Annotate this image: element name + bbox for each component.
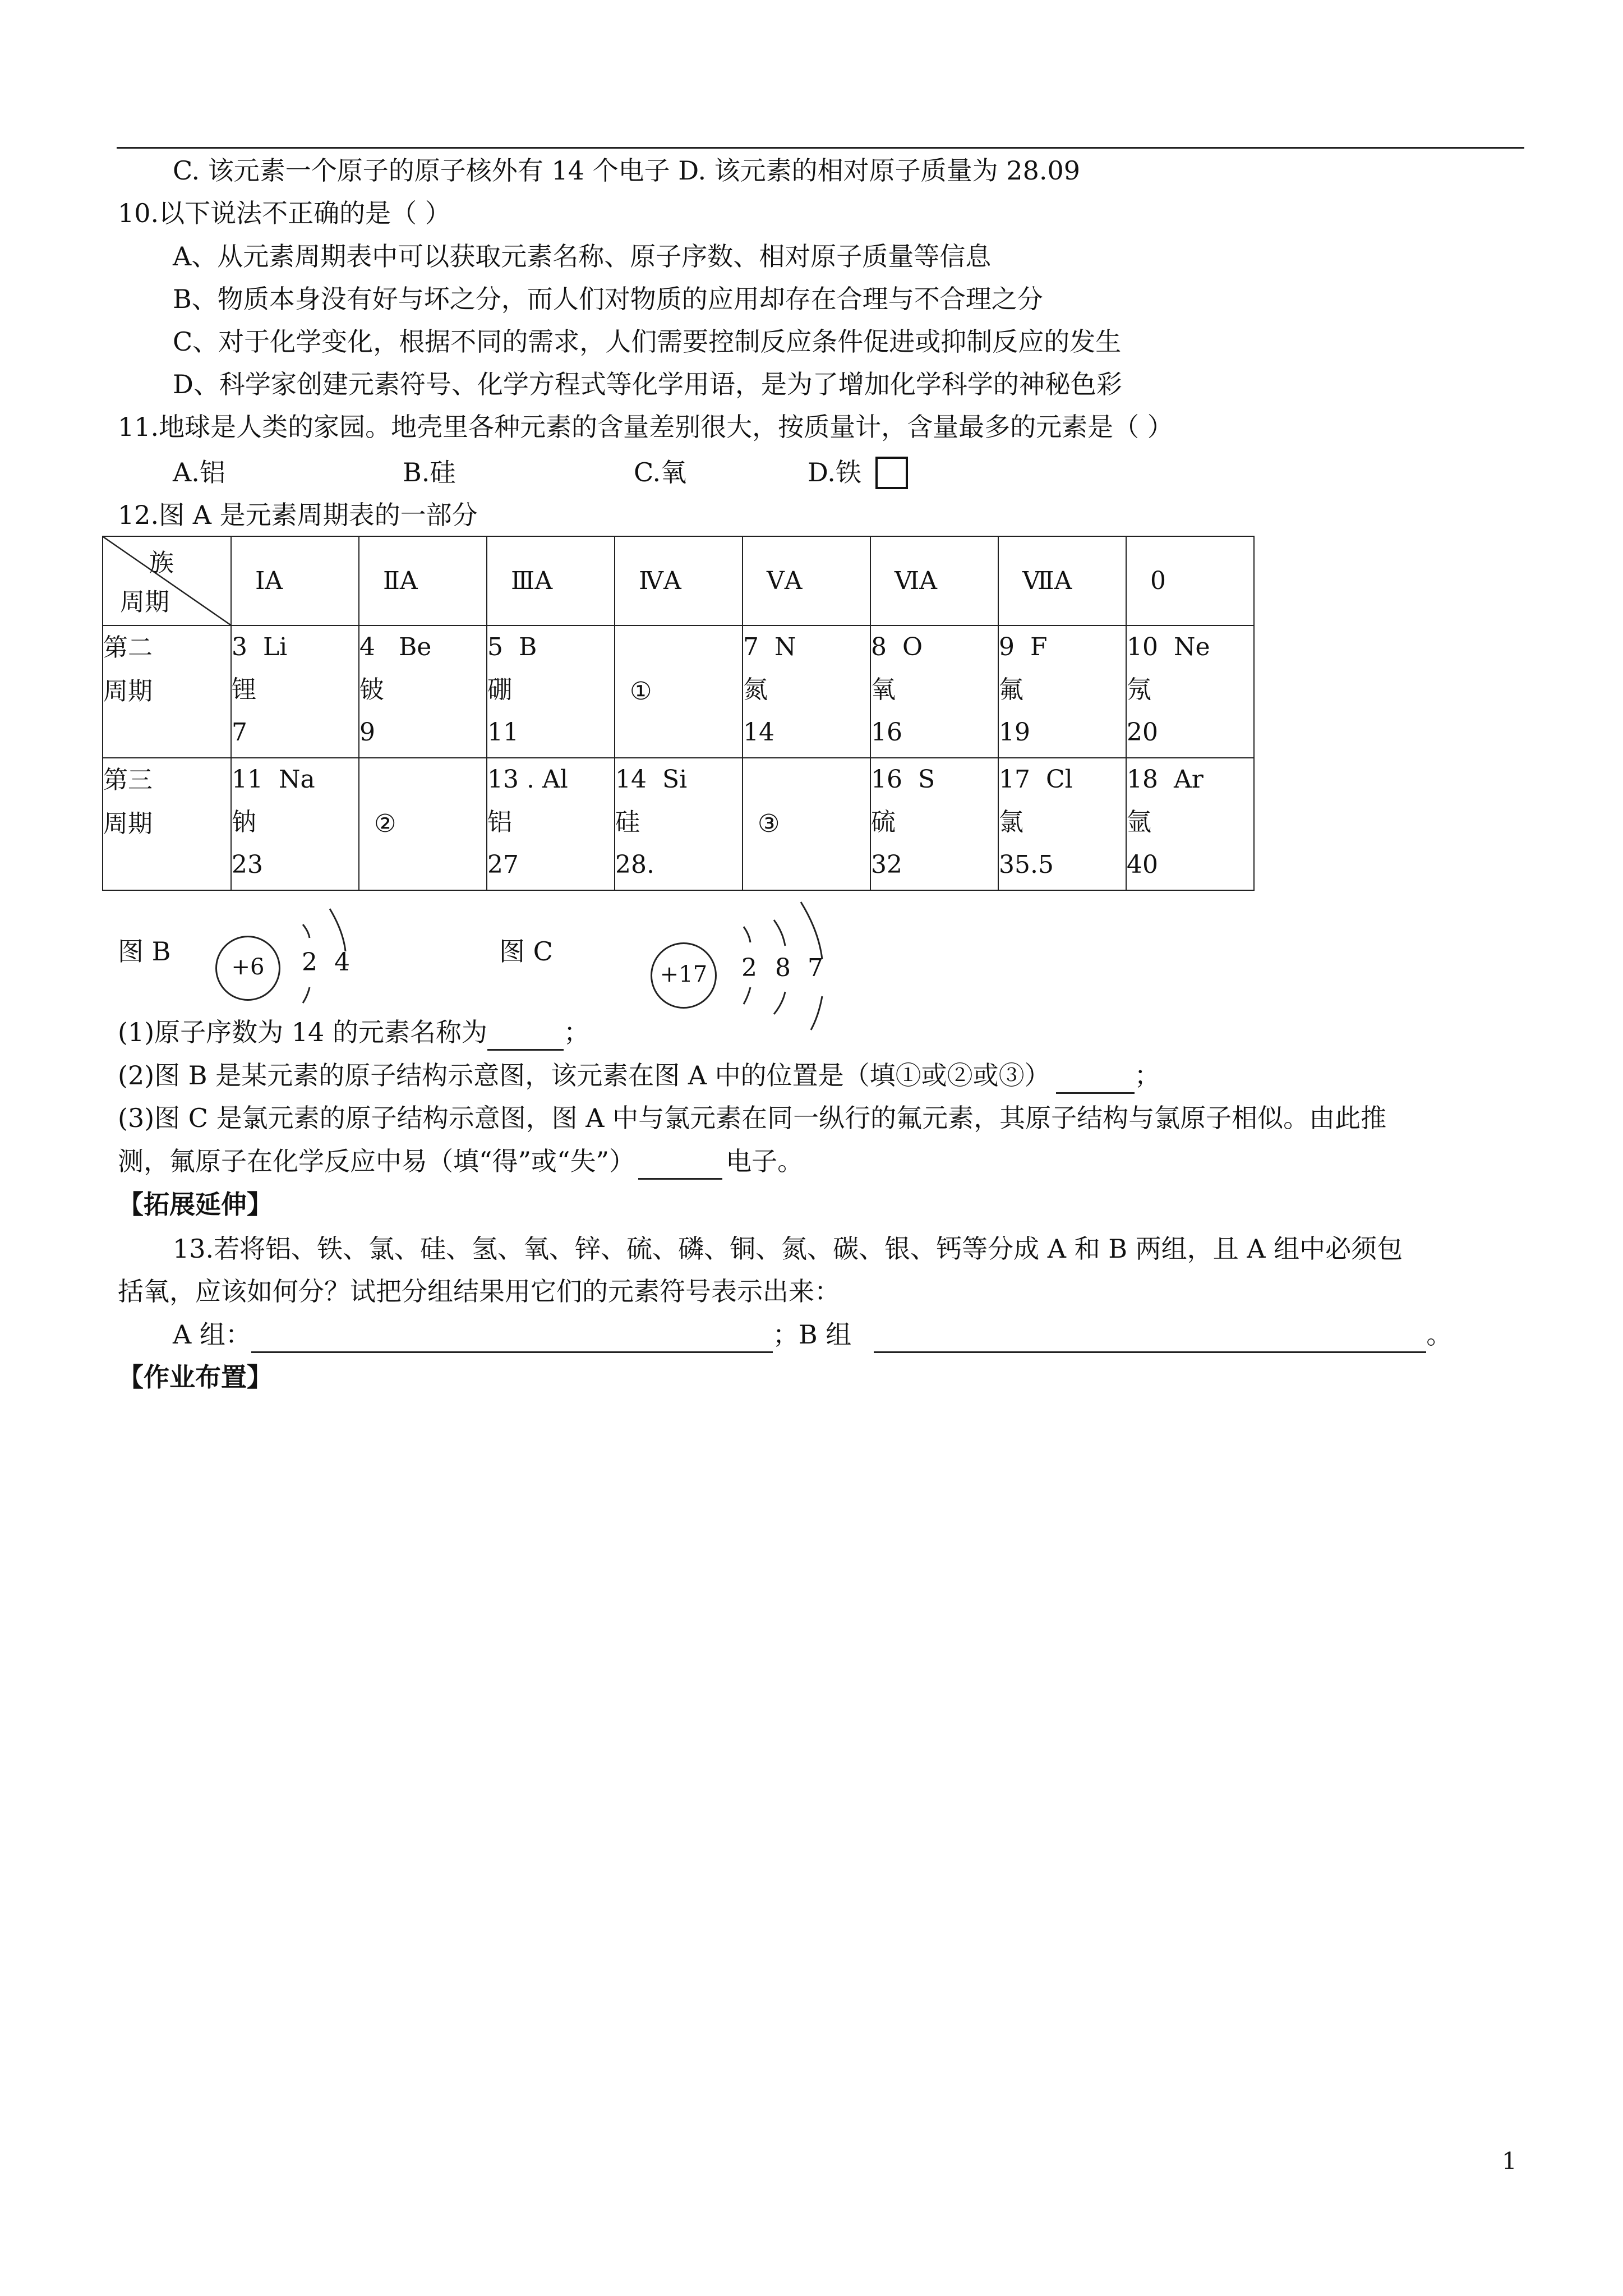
q13-groups: A 组： ；B 组 。 xyxy=(173,1318,1452,1353)
answer-blank-group-b[interactable] xyxy=(874,1318,1426,1353)
q10-option-b: B、物质本身没有好与坏之分，而人们对物质的应用却存在合理与不合理之分 xyxy=(173,284,1043,314)
q12-sub2: (2)图 B 是某元素的原子结构示意图，该元素在图 A 中的位置是（填①或②或③） ； xyxy=(118,1059,1160,1094)
element-cell: 13 . Al 铝 27 xyxy=(487,758,615,890)
q13-line1: 13.若将铝、铁、氯、硅、氢、氧、锌、硫、磷、铜、氮、碳、银、钙等分成 A 和 B 两组，且 A 组中必须包 xyxy=(173,1234,1403,1264)
element-cell: 4 Be 铍 9 xyxy=(359,625,487,758)
element-cell: 11 Na 钠 23 xyxy=(231,758,359,890)
section-extend-heading: 【拓展延伸】 xyxy=(118,1189,273,1220)
q11-option-c: C.氧 xyxy=(634,457,687,487)
fig-c-label: 图 C xyxy=(499,936,553,967)
answer-blank-2[interactable] xyxy=(1056,1059,1135,1094)
period-3-label: 第三 周期 xyxy=(103,758,231,890)
period-2-row xyxy=(103,625,1254,758)
table-header-row xyxy=(103,536,1254,625)
q10-option-d: D、科学家创建元素符号、化学方程式等化学用语，是为了增加化学科学的神秘色彩 xyxy=(173,369,1122,399)
answer-blank-3[interactable] xyxy=(638,1144,722,1180)
fig-c-shell-3: 7 xyxy=(808,954,823,982)
period-2-label: 第二 周期 xyxy=(103,625,231,758)
fig-b-shell-1: 2 xyxy=(302,948,317,977)
group-header-6a: ⅥA xyxy=(870,536,998,625)
fig-c-nucleus: +17 xyxy=(651,942,717,1009)
q11-stem: 11.地球是人类的家园。地壳里各种元素的含量差别很大，按质量计，含量最多的元素是（ ） xyxy=(118,412,1173,442)
blank-cell-3: ③ xyxy=(743,758,870,890)
answer-blank-1[interactable] xyxy=(487,1015,564,1051)
element-cell: 10 Ne 氖 20 xyxy=(1126,625,1254,758)
group-header-4a: ⅣA xyxy=(615,536,743,625)
fig-b-label: 图 B xyxy=(118,936,171,967)
header-rule xyxy=(117,147,1524,149)
corner-period-label: 周期 xyxy=(120,588,169,616)
q13-line2: 括氧，应该如何分？试把分组结果用它们的元素符号表示出来： xyxy=(118,1276,840,1306)
q11-option-b: B.硅 xyxy=(403,457,456,487)
q10-option-a: A、从元素周期表中可以获取元素名称、原子序数、相对原子质量等信息 xyxy=(173,241,992,272)
q11-option-d: D.铁 xyxy=(808,457,861,487)
fig-b-shell-2: 4 xyxy=(334,948,350,977)
q12-stem: 12.图 A 是元素周期表的一部分 xyxy=(118,500,478,530)
corner-group-label: 族 xyxy=(149,549,174,577)
group-header-5a: ⅤA xyxy=(743,536,870,625)
period-3-row xyxy=(103,758,1254,890)
fig-c-shell-1: 2 xyxy=(741,954,757,982)
group-header-7a: ⅦA xyxy=(998,536,1126,625)
fig-c-shell-2: 8 xyxy=(775,954,791,982)
element-cell: 18 Ar 氩 40 xyxy=(1126,758,1254,890)
q11-option-a: A.铝 xyxy=(173,457,225,487)
element-cell: 17 Cl 氯 35.5 xyxy=(998,758,1126,890)
element-cell: 16 S 硫 32 xyxy=(870,758,998,890)
group-header-1a: ⅠA xyxy=(231,536,359,625)
page-number: 1 xyxy=(1502,2147,1517,2175)
group-header-0: 0 xyxy=(1126,536,1254,625)
periodic-table-fig-a xyxy=(102,536,1255,891)
q12-sub3-line1: (3)图 C 是氯元素的原子结构示意图，图 A 中与氯元素在同一纵行的氟元素，其原子结构与氯原子相似。由此推 xyxy=(118,1103,1387,1133)
q12-sub3-line2: 测，氟原子在化学反应中易（填“得”或“失”） 电子。 xyxy=(118,1144,803,1180)
group-header-2a: ⅡA xyxy=(359,536,487,625)
q12-sub1: (1)原子序数为 14 的元素名称为 ； xyxy=(118,1015,589,1051)
element-cell: 3 Li 锂 7 xyxy=(231,625,359,758)
element-cell: 14 Si 硅 28. xyxy=(615,758,743,890)
group-header-3a: ⅢA xyxy=(487,536,615,625)
table-corner-cell xyxy=(103,536,231,625)
element-cell: 9 F 氟 19 xyxy=(998,625,1126,758)
q10-option-c: C、对于化学变化，根据不同的需求，人们需要控制反应条件促进或抑制反应的发生 xyxy=(173,326,1122,357)
q9-option-cd: C. 该元素一个原子的原子核外有 14 个电子 D. 该元素的相对原子质量为 28.09 xyxy=(173,155,1080,186)
blank-cell-2: ② xyxy=(359,758,487,890)
q10-stem: 10.以下说法不正确的是（ ） xyxy=(118,198,451,228)
element-cell: 5 B 硼 11 xyxy=(487,625,615,758)
answer-box[interactable] xyxy=(875,457,908,489)
answer-blank-group-a[interactable] xyxy=(251,1318,773,1353)
fig-b-nucleus: +6 xyxy=(215,936,280,1001)
element-cell: 8 O 氧 16 xyxy=(870,625,998,758)
section-homework-heading: 【作业布置】 xyxy=(118,1362,273,1392)
element-cell: 7 N 氮 14 xyxy=(743,625,870,758)
blank-cell-1: ① xyxy=(615,625,743,758)
